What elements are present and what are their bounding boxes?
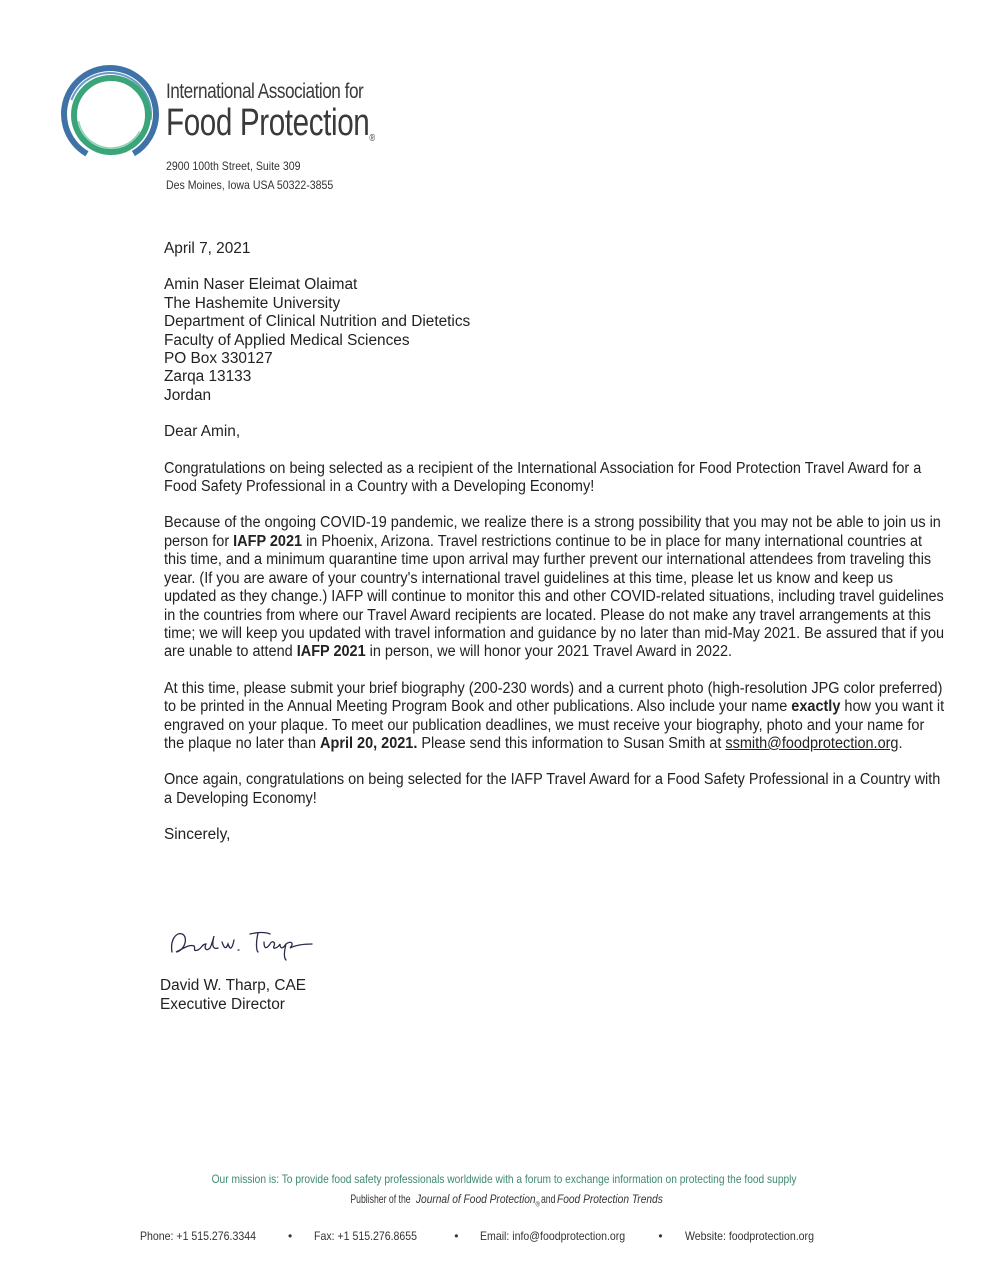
signature-icon xyxy=(166,922,316,962)
salutation: Dear Amin, xyxy=(164,423,241,441)
footer-contact xyxy=(140,1229,831,1243)
closing: Sincerely, xyxy=(164,826,231,844)
letter-body xyxy=(164,240,944,845)
recipient-line: The Hashemite University xyxy=(164,294,341,312)
footer-phone: Phone: +1 515.276.3344 xyxy=(140,1229,256,1243)
bullet-separator: • xyxy=(454,1229,459,1243)
email-link[interactable]: ssmith@foodprotection.org xyxy=(725,734,899,752)
paragraph-closing-congrats: Once again, congratulations on being selected for the IAFP Travel Award for a Food Safety Professional in a Country with a Developing Economy! xyxy=(164,771,941,807)
footer-email[interactable]: Email: info@foodprotection.org xyxy=(480,1229,626,1243)
registered-mark: ® xyxy=(369,133,375,144)
signer-block xyxy=(160,976,306,1014)
organization-name xyxy=(166,80,434,158)
address-line2: Des Moines, Iowa USA 50322-3855 xyxy=(166,178,334,192)
address-line1: 2900 100th Street, Suite 309 xyxy=(166,159,301,173)
footer-publisher: Publisher of theJournal of Food Protection$_®$andFood Protection Trends xyxy=(350,1192,663,1209)
recipient-line: Department of Clinical Nutrition and Dietetics xyxy=(164,313,471,331)
recipient-line: PO Box 330127 xyxy=(164,350,273,368)
paragraph-covid: Because of the ongoing COVID-19 pandemic, we realize there is a strong possibility that you may not be able to join us in person for IAFP 2021 in Phoenix, Arizona. Travel restrictions continue to be in place for many international countries at this time, and a minimum quarantine time upon arrival may further prevent our international attendees from traveling this year. (If you are aware of your country's international travel guidelines at this time, please let us know and keep us updated as they change.) IAFP will continue to monitor this and other COVID-related situations, including travel guidelines in the countries from where our Travel Award recipients are located. Please do not make any travel arrangements at this time; we will keep you updated with travel information and guidance by no later than mid-May 2021. Be assured that if you are unable to attend IAFP 2021 in person, we will honor your 2021 Travel Award in 2022. xyxy=(164,514,945,661)
bullet-separator: • xyxy=(658,1229,663,1243)
letterhead-address xyxy=(166,157,333,195)
org-name-line1: International Association for xyxy=(166,80,364,103)
paragraph-congratulations: Congratulations on being selected as a recipient of the International Association for Food Protection Travel Award for a Food Safety Professional in a Country with a Developing Economy! xyxy=(164,459,922,496)
paragraph-biography: At this time, please submit your brief biography (200-230 words) and a current photo (high-resolution JPG color preferred) to be printed in the Annual Meeting Program Book and other publications. Also include your name exactly how you want it engraved on your plaque. To meet our publication deadlines, we must receive your biography, photo and your name for the plaque no later than April 20, 2021. Please send this information to Susan Smith at ssmith@foodprotection.org. xyxy=(164,679,945,752)
signer-name: David W. Tharp, CAE xyxy=(160,977,306,994)
bullet-separator: • xyxy=(288,1229,293,1243)
recipient-line: Zarqa 13133 xyxy=(164,368,252,386)
recipient-line: Faculty of Applied Medical Sciences xyxy=(164,331,410,349)
recipient-line: Jordan xyxy=(164,386,212,404)
recipient-line: Amin Naser Eleimat Olaimat xyxy=(164,276,358,294)
footer-fax: Fax: +1 515.276.8655 xyxy=(314,1229,418,1243)
iafp-logo-icon xyxy=(58,62,162,166)
signer-title: Executive Director xyxy=(160,996,285,1013)
letter-date: April 7, 2021 xyxy=(164,240,251,257)
footer-mission: Our mission is: To provide food safety professionals worldwide with a forum to exchange information on protecting the food supply xyxy=(211,1172,797,1186)
org-name-line2: Food Protection® xyxy=(166,102,375,144)
footer-website[interactable]: Website: foodprotection.org xyxy=(684,1229,814,1243)
recipient-address xyxy=(164,276,944,405)
